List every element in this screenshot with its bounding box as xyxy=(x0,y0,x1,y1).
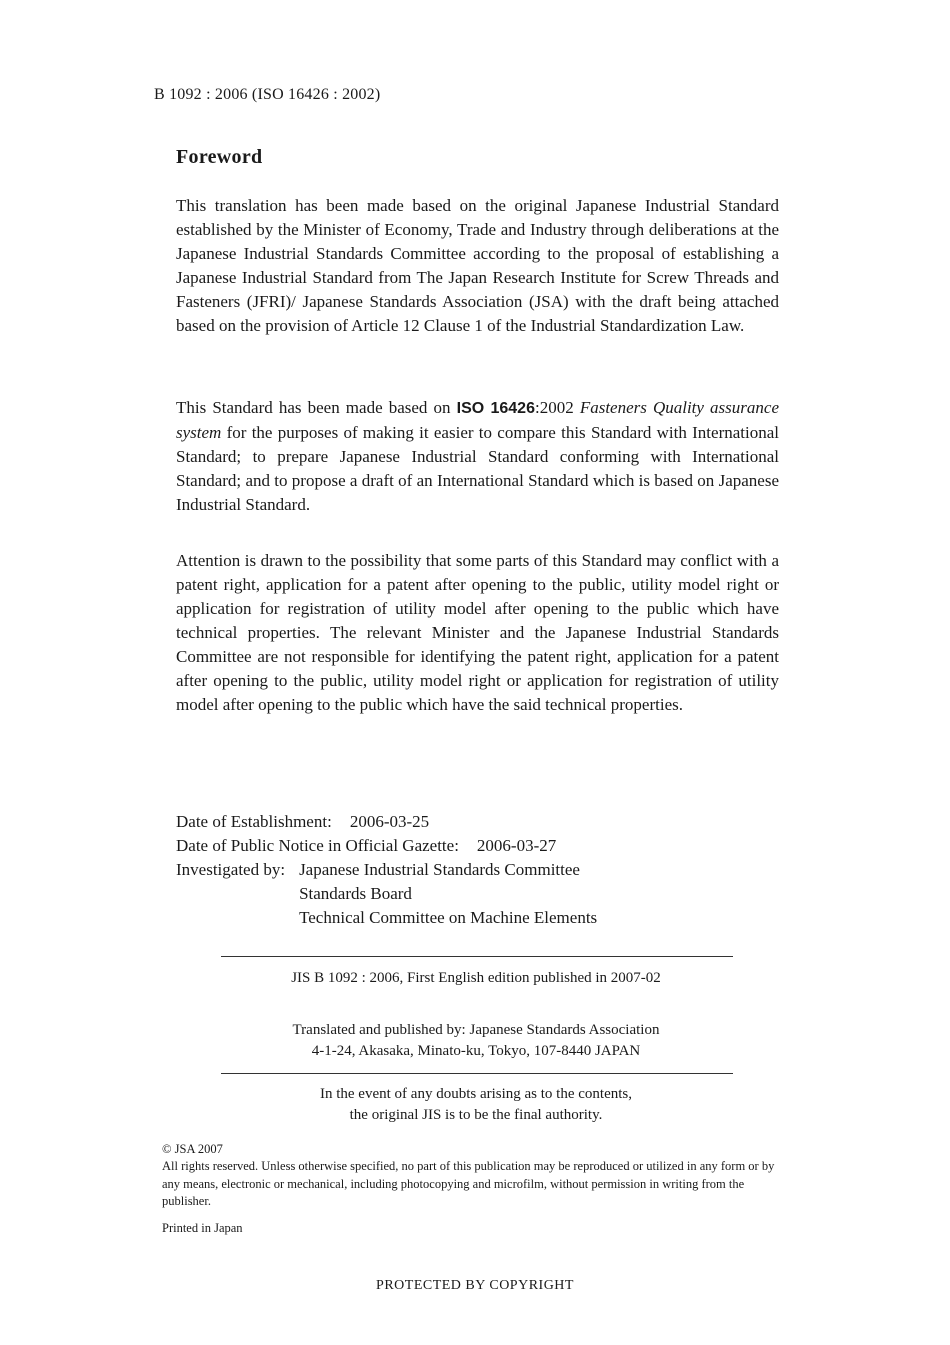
printed-in: Printed in Japan xyxy=(162,1221,243,1235)
publisher-line: Translated and published by: Japanese Standards Association xyxy=(292,1022,660,1038)
investigated-row xyxy=(176,858,796,930)
edition-info: JIS B 1092 : 2006, First English edition published in 2007-02 xyxy=(291,970,661,986)
foreword-paragraph-2 xyxy=(176,396,779,517)
publisher-info xyxy=(190,1020,762,1062)
publisher-address: 4-1-24, Akasaka, Minato-ku, Tokyo, 107-8440 JAPAN xyxy=(311,1043,641,1059)
iso-title: Fasteners Quality assurance system xyxy=(176,398,779,442)
gazette-date-row xyxy=(176,834,796,858)
paragraph-text: for the purposes of making it easier to compare this Standard with International Standard; to prepare Japanese Industrial Standard conforming with International Standard; and to propose a draft of an International Standard which is based on Japanese Industrial Standard. xyxy=(176,423,779,514)
running-header: B 1092 : 2006 (ISO 16426 : 2002) xyxy=(154,86,381,103)
foreword-paragraph-1: This translation has been made based on the original Japanese Industrial Standard established by the Minister of Economy, Trade and Industry through deliberations at the Japanese Industrial Standards Committee according to the proposal of establishing a Japanese Industrial Standard from The Japan Research Institute for Screw Threads and Fasteners (JFRI)/ Japanese Standards Association (JSA) with the draft being attached based on the provision of Article 12 Clause 1 of the Industrial Standardization Law. xyxy=(176,196,779,335)
investigated-body: Standards Board xyxy=(299,884,412,903)
copyright-holder: © JSA 2007 xyxy=(162,1142,223,1156)
copyright-notice: All rights reserved. Unless otherwise specified, no part of this publication may be reproduced or utilized in any form or by any means, electronic or mechanical, including photocopying and microfilm, without permission in writing from the publisher. xyxy=(162,1159,775,1208)
establishment-value: 2006-03-25 xyxy=(349,812,430,831)
investigated-body: Technical Committee on Machine Elements xyxy=(299,908,598,927)
gazette-label: Date of Public Notice in Official Gazette: xyxy=(176,836,459,855)
iso-year: :2002 xyxy=(534,398,580,417)
paragraph-text: This Standard has been made based on xyxy=(176,398,457,417)
establishment-date-row xyxy=(176,810,796,834)
establishment-label: Date of Establishment: xyxy=(176,812,332,831)
divider-top xyxy=(221,956,733,957)
establishment-info xyxy=(176,810,796,930)
divider-bottom xyxy=(221,1073,733,1074)
iso-reference: ISO 16426 xyxy=(456,400,535,417)
investigated-label: Investigated by: xyxy=(176,860,286,879)
authority-notice xyxy=(190,1084,762,1126)
page-footer: PROTECTED BY COPYRIGHT xyxy=(376,1278,574,1293)
foreword-paragraph-3: Attention is drawn to the possibility that some parts of this Standard may conflict with a patent right, application for a patent after opening to the public, utility model right or application for registration of utility model after opening to the public which have technical properties. The relevant Minister and the Japanese Industrial Standards Committee are not responsible for identifying the patent right, application for a patent after opening to the public, utility model right or application for registration of utility model after opening to the public which have the said technical properties. xyxy=(176,551,779,714)
authority-line: In the event of any doubts arising as to the contents, xyxy=(319,1086,632,1102)
authority-line: the original JIS is to be the final authority. xyxy=(349,1107,603,1123)
investigated-bodies xyxy=(299,858,597,930)
gazette-value: 2006-03-27 xyxy=(476,836,557,855)
foreword-title: Foreword xyxy=(176,146,263,168)
investigated-body: Japanese Industrial Standards Committee xyxy=(299,860,580,879)
